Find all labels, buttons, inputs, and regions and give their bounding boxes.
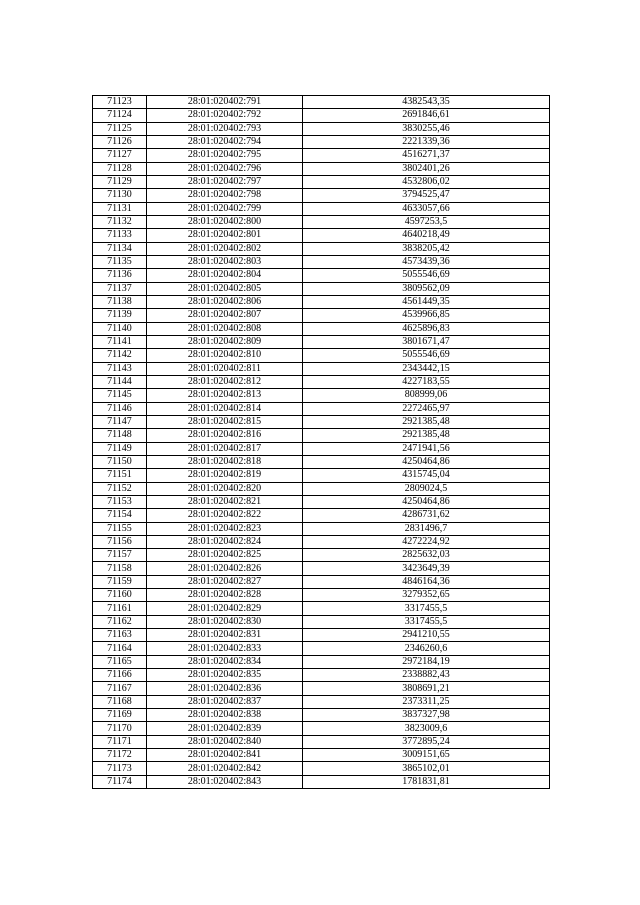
table-row — [93, 495, 550, 508]
cadastral-number-cell: 28:01:020402:792 — [147, 109, 303, 122]
cadastral-number-cell: 28:01:020402:809 — [147, 335, 303, 348]
cadastral-number-cell: 28:01:020402:821 — [147, 495, 303, 508]
table-row — [93, 775, 550, 788]
cadastral-number-cell: 28:01:020402:840 — [147, 735, 303, 748]
row-number-cell: 71133 — [93, 229, 147, 242]
table-row — [93, 669, 550, 682]
cadastral-value-cell: 3802401,26 — [303, 162, 550, 175]
row-number-cell: 71165 — [93, 655, 147, 668]
cadastral-number-cell: 28:01:020402:791 — [147, 96, 303, 109]
table-row — [93, 189, 550, 202]
row-number-cell: 71171 — [93, 735, 147, 748]
cadastral-number-cell: 28:01:020402:831 — [147, 629, 303, 642]
row-number-cell: 71125 — [93, 122, 147, 135]
table-row — [93, 375, 550, 388]
table-row — [93, 682, 550, 695]
cadastral-number-cell: 28:01:020402:795 — [147, 149, 303, 162]
row-number-cell: 71149 — [93, 442, 147, 455]
cadastral-number-cell: 28:01:020402:830 — [147, 615, 303, 628]
cadastral-number-cell: 28:01:020402:802 — [147, 242, 303, 255]
cadastral-number-cell: 28:01:020402:823 — [147, 522, 303, 535]
cadastral-value-cell: 3865102,01 — [303, 762, 550, 775]
row-number-cell: 71154 — [93, 509, 147, 522]
table-row — [93, 162, 550, 175]
row-number-cell: 71150 — [93, 455, 147, 468]
cadastral-number-cell: 28:01:020402:811 — [147, 362, 303, 375]
row-number-cell: 71167 — [93, 682, 147, 695]
table-row — [93, 549, 550, 562]
cadastral-number-cell: 28:01:020402:820 — [147, 482, 303, 495]
row-number-cell: 71143 — [93, 362, 147, 375]
cadastral-number-cell: 28:01:020402:803 — [147, 255, 303, 268]
cadastral-value-cell: 4633057,66 — [303, 202, 550, 215]
cadastral-value-cell: 3279352,65 — [303, 589, 550, 602]
table-row — [93, 96, 550, 109]
table-row — [93, 202, 550, 215]
row-number-cell: 71146 — [93, 402, 147, 415]
cadastral-value-cell: 1781831,81 — [303, 775, 550, 788]
cadastral-number-cell: 28:01:020402:817 — [147, 442, 303, 455]
cadastral-value-cell: 2921385,48 — [303, 429, 550, 442]
row-number-cell: 71126 — [93, 135, 147, 148]
cadastral-value-cell: 4250464,86 — [303, 455, 550, 468]
cadastral-value-cell: 4315745,04 — [303, 469, 550, 482]
row-number-cell: 71145 — [93, 389, 147, 402]
cadastral-value-cell: 4539966,85 — [303, 309, 550, 322]
table-row — [93, 335, 550, 348]
cadastral-number-cell: 28:01:020402:815 — [147, 415, 303, 428]
row-number-cell: 71161 — [93, 602, 147, 615]
cadastral-number-cell: 28:01:020402:829 — [147, 602, 303, 615]
cadastral-value-cell: 2346260,6 — [303, 642, 550, 655]
table-row — [93, 389, 550, 402]
row-number-cell: 71134 — [93, 242, 147, 255]
table-row — [93, 762, 550, 775]
cadastral-value-cell: 2825632,03 — [303, 549, 550, 562]
cadastral-value-cell: 4625896,83 — [303, 322, 550, 335]
cadastral-number-cell: 28:01:020402:842 — [147, 762, 303, 775]
table-row — [93, 429, 550, 442]
table-row — [93, 655, 550, 668]
table-row — [93, 722, 550, 735]
cadastral-number-cell: 28:01:020402:843 — [147, 775, 303, 788]
cadastral-number-cell: 28:01:020402:836 — [147, 682, 303, 695]
cadastral-value-cell: 3808691,21 — [303, 682, 550, 695]
table-row — [93, 309, 550, 322]
cadastral-value-cell: 2691846,61 — [303, 109, 550, 122]
cadastral-number-cell: 28:01:020402:796 — [147, 162, 303, 175]
cadastral-value-cell: 2831496,7 — [303, 522, 550, 535]
cadastral-value-cell: 2941210,55 — [303, 629, 550, 642]
cadastral-value-cell: 4573439,36 — [303, 255, 550, 268]
cadastral-number-cell: 28:01:020402:810 — [147, 349, 303, 362]
row-number-cell: 71155 — [93, 522, 147, 535]
row-number-cell: 71148 — [93, 429, 147, 442]
cadastral-value-cell: 2221339,36 — [303, 135, 550, 148]
cadastral-value-cell: 4561449,35 — [303, 295, 550, 308]
table-row — [93, 135, 550, 148]
cadastral-value-cell: 2338882,43 — [303, 669, 550, 682]
cadastral-number-cell: 28:01:020402:833 — [147, 642, 303, 655]
cadastral-value-cell: 5055546,69 — [303, 349, 550, 362]
row-number-cell: 71164 — [93, 642, 147, 655]
table-body — [93, 96, 550, 789]
cadastral-value-cell: 5055546,69 — [303, 269, 550, 282]
table-row — [93, 122, 550, 135]
row-number-cell: 71123 — [93, 96, 147, 109]
cadastral-number-cell: 28:01:020402:835 — [147, 669, 303, 682]
cadastral-number-cell: 28:01:020402:814 — [147, 402, 303, 415]
cadastral-value-cell: 3838205,42 — [303, 242, 550, 255]
table-row — [93, 109, 550, 122]
cadastral-value-cell: 3423649,39 — [303, 562, 550, 575]
table-row — [93, 629, 550, 642]
table-row — [93, 442, 550, 455]
row-number-cell: 71128 — [93, 162, 147, 175]
cadastral-number-cell: 28:01:020402:794 — [147, 135, 303, 148]
row-number-cell: 71147 — [93, 415, 147, 428]
table-row — [93, 362, 550, 375]
cadastral-number-cell: 28:01:020402:841 — [147, 749, 303, 762]
cadastral-number-cell: 28:01:020402:839 — [147, 722, 303, 735]
cadastral-value-cell: 3794525,47 — [303, 189, 550, 202]
cadastral-number-cell: 28:01:020402:826 — [147, 562, 303, 575]
cadastral-number-cell: 28:01:020402:799 — [147, 202, 303, 215]
row-number-cell: 71124 — [93, 109, 147, 122]
table-row — [93, 562, 550, 575]
row-number-cell: 71157 — [93, 549, 147, 562]
row-number-cell: 71127 — [93, 149, 147, 162]
cadastral-number-cell: 28:01:020402:838 — [147, 709, 303, 722]
row-number-cell: 71174 — [93, 775, 147, 788]
row-number-cell: 71135 — [93, 255, 147, 268]
row-number-cell: 71139 — [93, 309, 147, 322]
cadastral-number-cell: 28:01:020402:813 — [147, 389, 303, 402]
table-row — [93, 575, 550, 588]
cadastral-number-cell: 28:01:020402:825 — [147, 549, 303, 562]
table-row — [93, 615, 550, 628]
cadastral-value-cell: 3823009,6 — [303, 722, 550, 735]
row-number-cell: 71166 — [93, 669, 147, 682]
cadastral-value-cell: 3809562,09 — [303, 282, 550, 295]
row-number-cell: 71136 — [93, 269, 147, 282]
cadastral-value-cell: 2343442,15 — [303, 362, 550, 375]
row-number-cell: 71141 — [93, 335, 147, 348]
cadastral-value-cell: 3801671,47 — [303, 335, 550, 348]
cadastral-value-cell: 4846164,36 — [303, 575, 550, 588]
table-row — [93, 709, 550, 722]
table-row — [93, 455, 550, 468]
cadastral-number-cell: 28:01:020402:818 — [147, 455, 303, 468]
cadastral-value-cell: 3317455,5 — [303, 615, 550, 628]
cadastral-value-cell: 4532806,02 — [303, 175, 550, 188]
cadastral-value-cell: 3009151,65 — [303, 749, 550, 762]
table-row — [93, 175, 550, 188]
cadastral-number-cell: 28:01:020402:837 — [147, 695, 303, 708]
row-number-cell: 71168 — [93, 695, 147, 708]
table-row — [93, 602, 550, 615]
row-number-cell: 71131 — [93, 202, 147, 215]
table-row — [93, 402, 550, 415]
cadastral-number-cell: 28:01:020402:822 — [147, 509, 303, 522]
table-row — [93, 295, 550, 308]
row-number-cell: 71158 — [93, 562, 147, 575]
table-row — [93, 349, 550, 362]
cadastral-value-cell: 2972184,19 — [303, 655, 550, 668]
table-row — [93, 535, 550, 548]
cadastral-value-cell: 4516271,37 — [303, 149, 550, 162]
row-number-cell: 71173 — [93, 762, 147, 775]
row-number-cell: 71159 — [93, 575, 147, 588]
cadastral-value-cell: 2921385,48 — [303, 415, 550, 428]
table-row — [93, 589, 550, 602]
table-row — [93, 695, 550, 708]
table-row — [93, 735, 550, 748]
table-row — [93, 269, 550, 282]
table-row — [93, 322, 550, 335]
table-row — [93, 149, 550, 162]
row-number-cell: 71160 — [93, 589, 147, 602]
cadastral-value-cell: 4272224,92 — [303, 535, 550, 548]
cadastral-value-cell: 3830255,46 — [303, 122, 550, 135]
row-number-cell: 71172 — [93, 749, 147, 762]
table-row — [93, 215, 550, 228]
row-number-cell: 71163 — [93, 629, 147, 642]
row-number-cell: 71156 — [93, 535, 147, 548]
cadastral-number-cell: 28:01:020402:828 — [147, 589, 303, 602]
table-row — [93, 415, 550, 428]
cadastral-number-cell: 28:01:020402:808 — [147, 322, 303, 335]
row-number-cell: 71162 — [93, 615, 147, 628]
cadastral-value-cell: 4250464,86 — [303, 495, 550, 508]
table-row — [93, 229, 550, 242]
row-number-cell: 71130 — [93, 189, 147, 202]
cadastral-value-cell: 2809024,5 — [303, 482, 550, 495]
row-number-cell: 71153 — [93, 495, 147, 508]
cadastral-number-cell: 28:01:020402:805 — [147, 282, 303, 295]
cadastral-number-cell: 28:01:020402:824 — [147, 535, 303, 548]
cadastral-value-cell: 2272465,97 — [303, 402, 550, 415]
cadastral-number-cell: 28:01:020402:798 — [147, 189, 303, 202]
cadastral-value-cell: 4227183,55 — [303, 375, 550, 388]
cadastral-number-cell: 28:01:020402:807 — [147, 309, 303, 322]
cadastral-number-cell: 28:01:020402:793 — [147, 122, 303, 135]
cadastral-number-cell: 28:01:020402:816 — [147, 429, 303, 442]
cadastral-value-table — [92, 95, 550, 789]
cadastral-value-cell: 2373311,25 — [303, 695, 550, 708]
row-number-cell: 71137 — [93, 282, 147, 295]
row-number-cell: 71132 — [93, 215, 147, 228]
row-number-cell: 71142 — [93, 349, 147, 362]
cadastral-value-cell: 3837327,98 — [303, 709, 550, 722]
cadastral-number-cell: 28:01:020402:812 — [147, 375, 303, 388]
table-row — [93, 482, 550, 495]
cadastral-value-cell: 808999,06 — [303, 389, 550, 402]
cadastral-value-cell: 3317455,5 — [303, 602, 550, 615]
cadastral-value-cell: 3772895,24 — [303, 735, 550, 748]
cadastral-number-cell: 28:01:020402:834 — [147, 655, 303, 668]
cadastral-value-cell: 4597253,5 — [303, 215, 550, 228]
row-number-cell: 71138 — [93, 295, 147, 308]
cadastral-number-cell: 28:01:020402:827 — [147, 575, 303, 588]
row-number-cell: 71151 — [93, 469, 147, 482]
row-number-cell: 71144 — [93, 375, 147, 388]
cadastral-number-cell: 28:01:020402:797 — [147, 175, 303, 188]
cadastral-value-cell: 2471941,56 — [303, 442, 550, 455]
row-number-cell: 71129 — [93, 175, 147, 188]
cadastral-number-cell: 28:01:020402:806 — [147, 295, 303, 308]
table-row — [93, 509, 550, 522]
table-row — [93, 749, 550, 762]
cadastral-value-cell: 4640218,49 — [303, 229, 550, 242]
cadastral-number-cell: 28:01:020402:800 — [147, 215, 303, 228]
table-row — [93, 522, 550, 535]
cadastral-number-cell: 28:01:020402:804 — [147, 269, 303, 282]
row-number-cell: 71169 — [93, 709, 147, 722]
cadastral-number-cell: 28:01:020402:819 — [147, 469, 303, 482]
row-number-cell: 71152 — [93, 482, 147, 495]
cadastral-number-cell: 28:01:020402:801 — [147, 229, 303, 242]
row-number-cell: 71140 — [93, 322, 147, 335]
table-row — [93, 242, 550, 255]
table-row — [93, 282, 550, 295]
table-row — [93, 255, 550, 268]
row-number-cell: 71170 — [93, 722, 147, 735]
cadastral-value-cell: 4382543,35 — [303, 96, 550, 109]
cadastral-value-cell: 4286731,62 — [303, 509, 550, 522]
table-row — [93, 642, 550, 655]
table-row — [93, 469, 550, 482]
